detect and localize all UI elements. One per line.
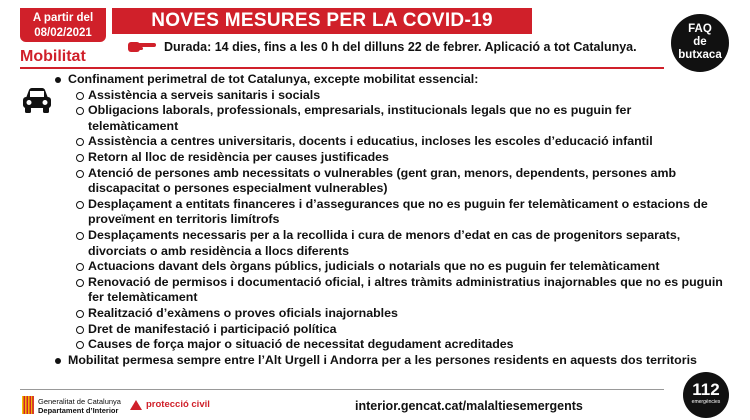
- measures-list: [52, 72, 732, 368]
- sub-list-item: Desplaçament a entitats financeres i d’assegurances que no es puguin fer telemàticament o estacions de proveïment en territoris limítrofs: [52, 197, 724, 228]
- faq-line3: butxaca: [678, 49, 722, 61]
- sub-list: [52, 88, 732, 353]
- department-name: Departament d’Interior: [38, 406, 119, 415]
- duration-text: Durada: 14 dies, fins a les 0 h del dilluns 22 de febrer. Aplicació a tot Catalunya.: [164, 40, 637, 54]
- proteccio-civil-icon: [130, 400, 142, 410]
- sub-list-item: Dret de manifestació i participació política: [52, 322, 724, 338]
- date-badge: [20, 8, 106, 42]
- duration-row: [128, 38, 668, 56]
- faq-badge: [671, 14, 729, 72]
- sub-list-item: Desplaçaments necessaris per a la recollida i cura de menors d’edat en cas de progenitors separats, divorciats o amb residència a llocs diferents: [52, 228, 724, 259]
- section-title: Mobilitat: [20, 48, 86, 65]
- generalitat-name: Generalitat de Catalunya: [38, 397, 121, 406]
- emergency-number: 112: [692, 380, 720, 399]
- sub-list-item: Atenció de persones amb necessitats o vulnerables (gent gran, menors, dependents, persones amb discapacitat o persones especialment vulnerables): [52, 166, 724, 197]
- sub-list-item: Causes de força major o situació de necessitat degudament acreditades: [52, 337, 724, 353]
- pointing-hand-icon: [128, 40, 158, 54]
- sub-list-item: Assistència a centres universitaris, docents i educatius, incloses les escoles d’educació infantil: [52, 134, 724, 150]
- footer-url[interactable]: interior.gencat.cat/malaltiesemergents: [355, 399, 583, 413]
- date-badge-line1: A partir del: [32, 12, 94, 24]
- page-title: NOVES MESURES PER LA COVID-19: [112, 8, 532, 34]
- sub-list-item: Retorn al lloc de residència per causes justificades: [52, 150, 724, 166]
- date-badge-line2: 08/02/2021: [34, 27, 92, 39]
- footer-divider: [20, 389, 664, 390]
- faq-line2: de: [693, 36, 707, 48]
- sub-list-item: Actuacions davant dels òrgans públics, judicials o notarials que no es puguin fer telemàticament: [52, 259, 724, 275]
- sub-list-item: Obligacions laborals, professionals, empresarials, institucionals legals que no es puguin fer telemàticament: [52, 103, 724, 134]
- proteccio-civil-label: protecció civil: [146, 399, 210, 410]
- emergency-112-badge: [683, 372, 729, 418]
- car-icon: [20, 84, 54, 116]
- generalitat-label: [38, 397, 121, 415]
- list-item-text: Confinament perimetral de tot Catalunya, excepte mobilitat essencial:: [68, 72, 479, 86]
- sub-list-item: Assistència a serveis sanitaris i socials: [52, 88, 724, 104]
- generalitat-logo-icon: [22, 396, 34, 414]
- list-item: [52, 72, 732, 88]
- faq-line1: FAQ: [688, 23, 712, 35]
- sub-list-item: Realització d’exàmens o proves oficials inajornables: [52, 306, 724, 322]
- emergency-label: emergències: [691, 399, 721, 405]
- section-divider: [20, 67, 664, 69]
- list-item-text: Mobilitat permesa sempre entre l’Alt Urgell i Andorra per a les persones residents en aquests dos territoris: [68, 352, 697, 367]
- list-item: [52, 353, 732, 369]
- sub-list-item: Renovació de permisos i documentació oficial, i altres tràmits administratius inajornables que no es puguin fer telemàticament: [52, 275, 724, 306]
